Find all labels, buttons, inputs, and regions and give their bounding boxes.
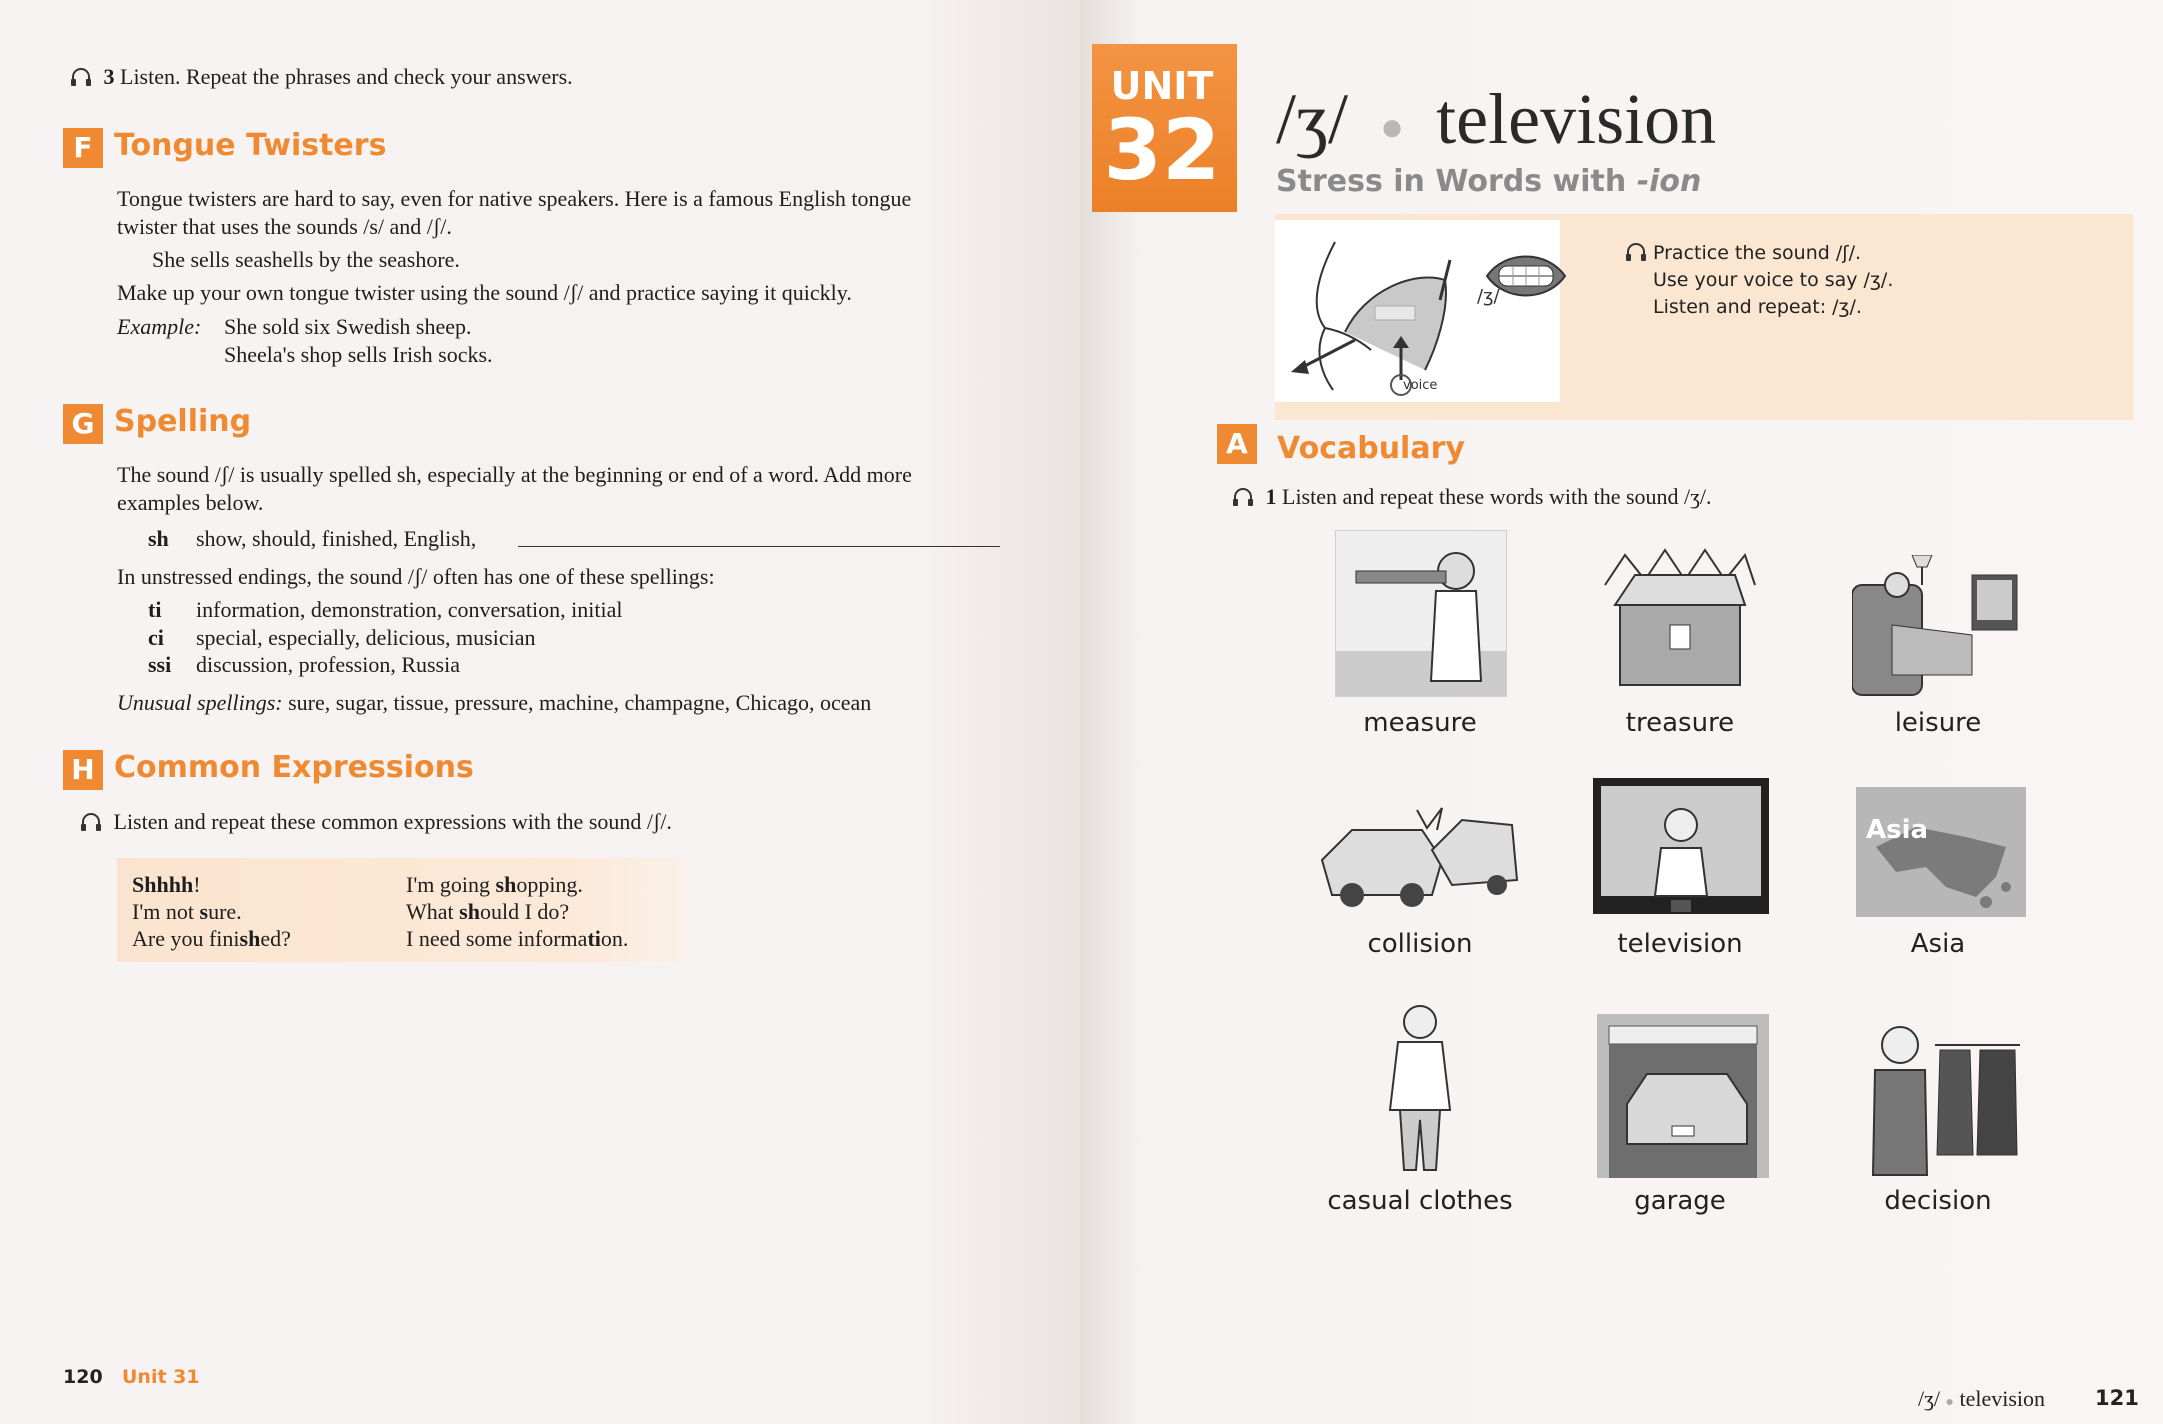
section-g-badge: G (63, 404, 103, 444)
page-number-left: 120 (63, 1366, 103, 1388)
section-f-title: Tongue Twisters (114, 128, 387, 163)
headphones-icon (80, 812, 102, 832)
section-g-intro-1: The sound /ʃ/ is usually spelled sh, especially at the beginning or end of a word. Add more (117, 462, 912, 487)
example-label: Example: (117, 314, 202, 339)
expression: Are you finished? (132, 926, 291, 951)
word-label: measure (1363, 708, 1477, 738)
section-h-instruction (80, 809, 672, 835)
headphones-icon (70, 67, 92, 87)
asia-map-picture (1856, 787, 2026, 917)
lips-image (1485, 248, 1567, 304)
unit-label: UNIT (1110, 64, 1214, 108)
exercise-number: 3 (103, 64, 115, 89)
treasure-picture (1595, 545, 1765, 695)
section-f-instruction: Make up your own tongue twister using the sound /ʃ/ and practice saying it quickly. (117, 280, 852, 305)
tongue-twister: She sells seashells by the seashore. (152, 247, 460, 272)
spelling-code: ti (148, 597, 162, 622)
exercise-1 (1232, 484, 1712, 510)
instruction-text: Listen and repeat these common expressions with the sound /ʃ/. (113, 809, 672, 834)
unstressed-text: In unstressed endings, the sound /ʃ/ often has one of these spellings: (117, 564, 715, 589)
spelling-code: ci (148, 625, 164, 650)
practice-line-2: Use your voice to say /ʒ/. (1653, 269, 1894, 291)
expressions-box (117, 858, 685, 962)
section-g-title: Spelling (114, 404, 252, 439)
section-f-badge: F (63, 128, 103, 168)
exercise-text: Listen and repeat these words with the sound /ʒ/. (1282, 484, 1712, 509)
answer-line[interactable] (518, 546, 1000, 547)
spelling-code: ssi (148, 652, 172, 677)
expression: I'm not sure. (132, 899, 242, 924)
footer-unit: Unit 31 (122, 1366, 200, 1388)
section-a-badge: A (1217, 424, 1257, 464)
word-label: garage (1634, 1186, 1726, 1216)
unusual-spellings (117, 690, 871, 716)
section-h-badge: H (63, 750, 103, 790)
unit-box (1092, 44, 1237, 212)
page-number-right: 121 (2095, 1386, 2139, 1410)
practice-line-1: Practice the sound /ʃ/. (1625, 240, 1893, 267)
expression: I need some information. (406, 926, 629, 951)
unit-number: 32 (1103, 101, 1221, 199)
sh-code: sh (148, 526, 169, 551)
footer-bullet: ● (1945, 1395, 1954, 1410)
lips-icon (1485, 248, 1567, 304)
page-subtitle: Stress in Words with -ion (1276, 164, 1702, 199)
expression: Shhhh! (132, 872, 201, 897)
unusual-label: Unusual spellings: (117, 690, 283, 715)
section-f-intro-2: twister that uses the sounds /s/ and /ʃ/. (117, 214, 452, 239)
headphones-icon (1625, 242, 1647, 262)
exercise-number: 1 (1265, 484, 1277, 509)
spelling-examples: information, demonstration, conversation, initial (196, 597, 623, 622)
footer-word: television (1959, 1386, 2046, 1411)
spelling-row-ti (148, 597, 622, 623)
left-page (0, 0, 1080, 1424)
casual-clothes-picture (1370, 1000, 1470, 1175)
example-1: She sold six Swedish sheep. (224, 314, 472, 339)
title-bullet: ● (1379, 103, 1405, 149)
expression: What should I do? (406, 899, 570, 924)
unusual-words: sure, sugar, tissue, pressure, machine, champagne, Chicago, ocean (288, 690, 872, 715)
spelling-examples: special, especially, delicious, musician (196, 625, 536, 650)
page-title (1276, 78, 1716, 161)
spelling-row-ssi (148, 652, 460, 678)
diagram-symbol: /ʒ/ (1477, 286, 1500, 307)
measure-picture (1335, 530, 1507, 697)
practice-instructions (1625, 240, 1893, 321)
collision-picture (1312, 800, 1522, 920)
practice-line-3: Listen and repeat: /ʒ/. (1653, 296, 1862, 318)
word-label: treasure (1625, 708, 1735, 738)
voice-label: voice (1403, 378, 1438, 393)
word-label: television (1617, 929, 1743, 959)
leisure-picture (1852, 555, 2020, 700)
section-h-title: Common Expressions (114, 750, 474, 785)
spelling-examples: discussion, profession, Russia (196, 652, 460, 677)
sh-examples: show, should, finished, English, (196, 526, 477, 551)
title-word: television (1436, 79, 1717, 159)
section-a-title: Vocabulary (1277, 431, 1465, 466)
section-f-intro-1: Tongue twisters are hard to say, even for native speakers. Here is a famous English tongue (117, 186, 912, 211)
word-label: casual clothes (1327, 1186, 1513, 1216)
asia-map-label: Asia (1866, 815, 1929, 845)
word-label: Asia (1910, 929, 1966, 959)
expression: I'm going shopping. (406, 872, 583, 897)
exercise-text: Listen. Repeat the phrases and check your answers. (120, 64, 573, 89)
word-label: decision (1884, 1186, 1992, 1216)
spelling-row-ci (148, 625, 535, 651)
headphones-icon (1232, 487, 1254, 507)
word-label: leisure (1894, 708, 1982, 738)
example-2: Sheela's shop sells Irish socks. (224, 342, 493, 367)
sh-row (148, 526, 476, 552)
section-g-intro-2: examples below. (117, 490, 264, 515)
garage-picture (1597, 1014, 1769, 1178)
right-page (1080, 0, 2163, 1424)
footer-title (1918, 1386, 2045, 1412)
word-label: collision (1367, 929, 1473, 959)
decision-picture (1855, 1015, 2025, 1177)
exercise-3 (70, 64, 573, 90)
title-symbol: /ʒ/ (1276, 79, 1348, 159)
television-picture (1593, 778, 1769, 914)
footer-symbol: /ʒ/ (1918, 1386, 1940, 1411)
